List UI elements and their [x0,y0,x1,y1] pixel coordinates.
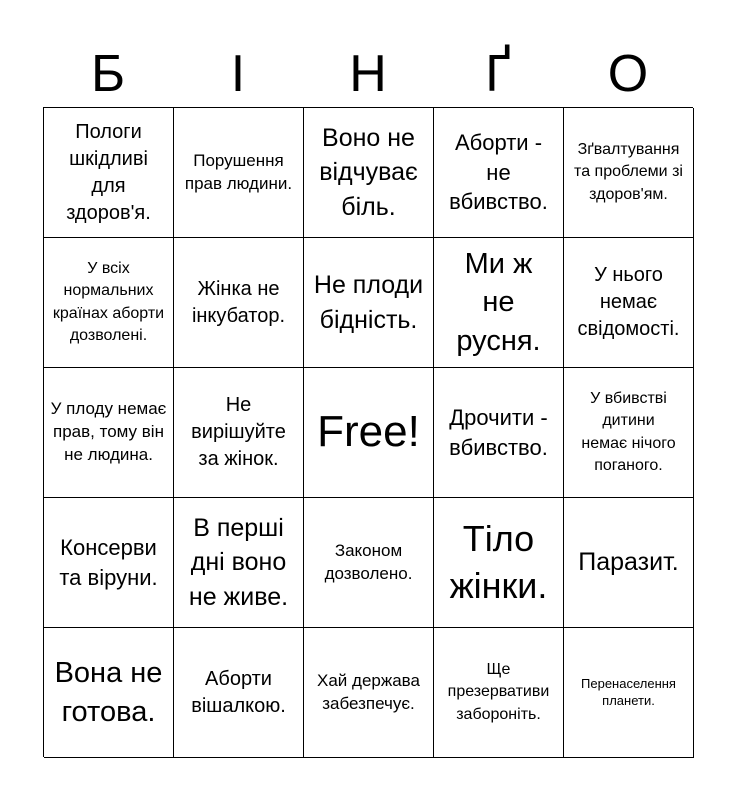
header-letter-o: О [607,45,649,103]
bingo-cell-r1c3[interactable] [304,108,434,238]
cell-text: Не плоди бідність. [313,271,424,334]
bingo-cell-r2c4[interactable] [434,238,564,368]
bingo-cell-r1c4[interactable] [434,108,564,238]
bingo-cell-r5c3[interactable] [304,628,434,758]
bingo-cell-r4c5[interactable] [564,498,694,628]
cell-text: Хай держава забезпечує. [317,670,420,713]
cell-text: У вбивстві дитини немає нічого поганого. [581,389,676,474]
bingo-cell-r2c3[interactable] [304,238,434,368]
bingo-cell-r2c1[interactable] [44,238,174,368]
bingo-cell-r3c1[interactable] [44,368,174,498]
cell-text: Тіло жінки. [449,517,548,606]
bingo-cell-r2c5[interactable] [564,238,694,368]
cell-text: Не вирішуйте за жінок. [191,394,286,470]
bingo-grid [43,107,693,757]
bingo-cell-r3c5[interactable] [564,368,694,498]
bingo-cell-r5c2[interactable] [174,628,304,758]
cell-text: Ще презервативи забороніть. [447,660,550,723]
bingo-cell-r4c4[interactable] [434,498,564,628]
cell-text: Жінка не інкубатор. [191,277,286,327]
cell-text: Зґвалтування та проблеми зі здоров'ям. [574,140,683,203]
bingo-cell-r4c3[interactable] [304,498,434,628]
free-space: Free! [317,407,420,457]
bingo-cell-r3c2[interactable] [174,368,304,498]
cell-text: Ми ж не русня. [456,248,541,357]
cell-text: Пологи шкідливі для здоров'я. [66,120,151,224]
cell-text: Дрочити - вбивство. [449,404,548,460]
bingo-cell-r2c2[interactable] [174,238,304,368]
bingo-cell-r1c5[interactable] [564,108,694,238]
bingo-cell-r5c5[interactable] [564,628,694,758]
header-letter-g: Ґ [485,45,511,103]
bingo-cell-r3c3[interactable] [304,368,434,498]
cell-text: Перенаселення планети. [581,676,676,708]
cell-text: У плоду немає прав, тому він не людина. [50,399,167,464]
bingo-cell-r1c1[interactable] [44,108,174,238]
cell-text: Аборти - не вбивство. [449,129,548,215]
bingo-cell-r5c4[interactable] [434,628,564,758]
cell-text: В перші дні воно не живе. [188,513,289,611]
header-letter-n: Н [349,45,387,103]
bingo-cell-r4c1[interactable] [44,498,174,628]
cell-text: У нього немає свідомості. [577,264,680,340]
bingo-header [43,40,693,108]
cell-text: Аборти вішалкою. [191,667,286,717]
cell-text: Законом дозволено. [324,540,413,583]
cell-text: Вона не готова. [54,657,163,728]
cell-text: Паразит. [578,548,679,577]
cell-text: Консерви та віруни. [59,534,158,590]
cell-text: У всіх нормальних країнах аборти дозволені. [52,259,165,344]
bingo-cell-r3c4[interactable] [434,368,564,498]
cell-text: Порушення прав людини. [184,150,293,193]
bingo-cell-r1c2[interactable] [174,108,304,238]
header-letter-i: І [230,45,246,103]
header-letter-b: Б [90,45,126,103]
cell-text: Воно не відчуває біль. [319,123,418,221]
bingo-cell-r4c2[interactable] [174,498,304,628]
bingo-cell-r5c1[interactable] [44,628,174,758]
